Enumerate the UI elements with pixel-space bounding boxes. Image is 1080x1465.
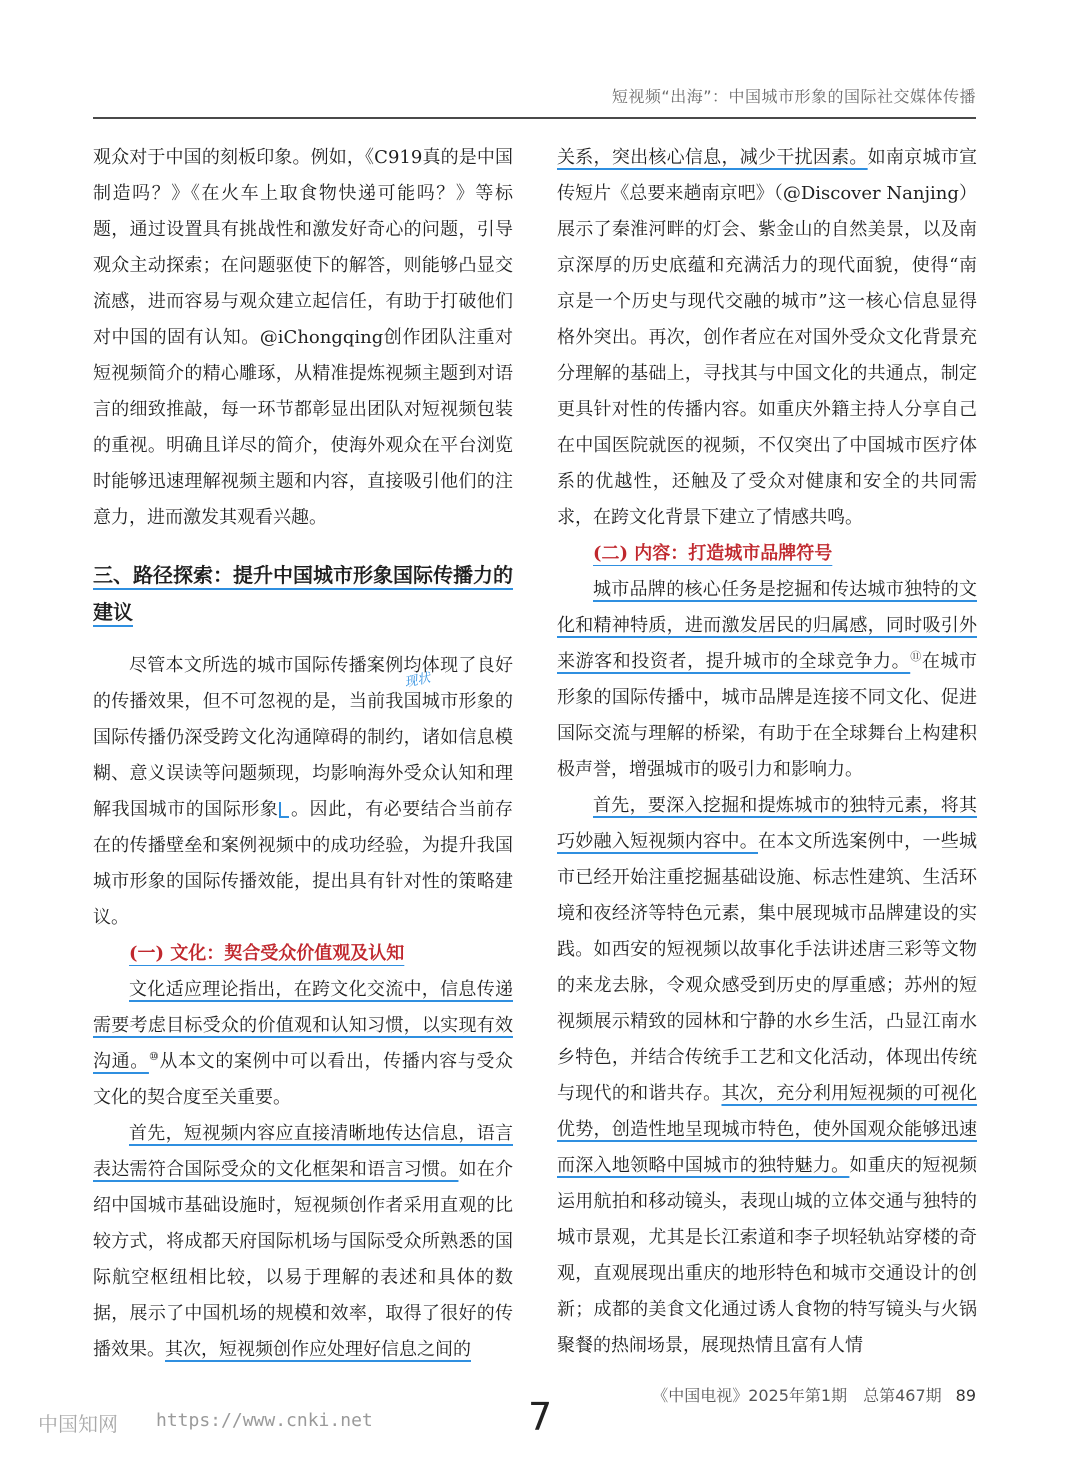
right-column	[557, 140, 977, 1364]
r3-text-b: 在本文所选案例中，一些城市已经开始注重挖掘基础设施、标志性建筑、生活环境和夜经济等特色元素，集中展现城市品牌建设的实践。如西安的短视频以故事化手法讲述唐三彩等文物的来龙去脉，令观众感受到历史的厚重感；苏州的短视频展示精致的园林和宁静的水乡生活，凸显江南水乡特色，并结合传统手工艺和文化活动，体现出传统与现代的和谐共存。	[557, 831, 977, 1104]
right-paragraph-2	[557, 572, 977, 788]
left-column	[93, 140, 513, 1368]
r2-text-b: 在城市形象的国际传播中，城市品牌是连接不同文化、促进国际交流与理解的桥梁，有助于在全球舞台上构建积极声誉，增强城市的吸引力和影响力。	[557, 651, 978, 780]
underlined-text: 关系，突出核心信息，减少干扰因素。	[557, 147, 868, 168]
footnote-ref: ⑩	[148, 1050, 160, 1063]
r1-text-b: 如南京城市宣传短片《总要来趟南京吧》（@Discover Nanjing）展示了秦淮河畔的灯会、紫金山的自然美景，以及南京深厚的历史底蕴和充满活力的现代面貌，使得“南京是一个历史与现代交融的城市”这一核心信息显得格外突出。再次，创作者应在对国外受众文化背景充分理解的基础上，寻找其与中国文化的共通点，制定更具针对性的传播内容。如重庆外籍主持人分享自己在中国医院就医的视频，不仅突出了中国城市医疗体系的优越性，还触及了受众对健康和安全的共同需求，在跨文化背景下建立了情感共鸣。	[557, 147, 978, 528]
underlined-text: 文化适应理论指出，在跨文化交流中，信息传递需要考虑目标受众的价值观和认知习惯，以实现有效沟通。	[93, 979, 513, 1072]
running-header: 短视频“出海”：中国城市形象的国际社交媒体传播	[611, 87, 976, 106]
handwritten-note: 现状	[403, 670, 432, 691]
journal-citation: 《中国电视》2025年第1期 总第467期	[652, 1386, 942, 1405]
right-paragraph-3	[557, 788, 977, 1364]
subsection-heading-culture	[93, 936, 513, 972]
p2-text-a: 尽管本文所选的城市国际传播案例均体现了良好的传播效果，但不可忽视的是，	[93, 655, 513, 712]
page-footer	[652, 1383, 976, 1406]
p2-text-c: 。因此，有必要结合当前存在的传播壁垒和案例视频中的成功经验，为提升我国城市形象的国际传播效能，提出具有针对性的策略建议。	[93, 799, 514, 928]
pen-mark-icon	[279, 802, 289, 818]
subsection-heading-culture-text: (一) 文化：契合受众价值观及认知	[129, 943, 405, 964]
left-paragraph-1: 观众对于中国的刻板印象。例如，《C919真的是中国制造吗？》《在火车上取食物快递可能吗？》等标题，通过设置具有挑战性和激发好奇心的问题，引导观众主动探索；在问题驱使下的解答，则能够凸显交流感，进而容易与观众建立起信任，有助于打破他们对中国的固有认知。@iChongqing创作团队注重对短视频简介的精心雕琢，从精准提炼视频主题到对语言的细致推敲，每一环节都彰显出团队对短视频包装的重视。明确且详尽的简介，使海外观众在平台浏览时能够迅速理解视频主题和内容，直接吸引他们的注意力，进而激发其观看兴趣。	[93, 147, 513, 528]
left-paragraph-4	[93, 1116, 513, 1368]
underlined-text: 城市品牌的核心任务是挖掘和传达城市独特的文化和精神特质，进而激发居民的归属感，同时吸引外来游客和投资者，提升城市的全球竞争力。	[557, 579, 977, 672]
underlined-text: 首先，要深入挖掘和提炼城市的独特元素，将其巧妙融入短视频内容中。	[557, 795, 977, 852]
left-paragraph-3	[93, 972, 513, 1116]
underlined-text: 其次，充分利用短视频的可视化优势，创造性地呈现城市特色，使外国观众能够迅速而深入地领略中国城市的独特魅力。	[557, 1083, 978, 1176]
underlined-text: 其次，短视频创作应处理好信息之间的	[165, 1339, 471, 1360]
footnote-ref: ⑪	[910, 650, 922, 663]
subsection-heading-content-text: (二) 内容：打造城市品牌符号	[593, 543, 833, 564]
p2-text-b: 当前我国城市形象的国际传播仍深受跨文化沟通障碍的制约，诸如信息模糊、意义误读等问题频现，均影响海外受众认知和理解我国城市的国际形象	[93, 691, 514, 820]
watermark-page-marker: 7	[528, 1395, 553, 1439]
underlined-text: 首先，短视频内容应直接清晰地传达信息，语言表达需符合国际受众的文化框架和语言习惯。	[93, 1123, 513, 1180]
p4-text-b: 如在介绍中国城市基础设施时，短视频创作者采用直观的比较方式，将成都天府国际机场与国际受众所熟悉的国际航空枢纽相比较，以易于理解的表述和具体的数据，展示了中国机场的规模和效率，取得了很好的传播效果。	[93, 1159, 513, 1360]
watermark-site-name: 中国知网	[38, 1412, 118, 1436]
section-heading	[93, 557, 513, 631]
p3-text-b: 从本文的案例中可以看出，传播内容与受众文化的契合度至关重要。	[93, 1051, 514, 1108]
left-paragraph-2	[93, 648, 513, 936]
right-paragraph-1	[557, 140, 977, 536]
subsection-heading-content	[557, 536, 977, 572]
watermark-url: https://www.cnki.net	[156, 1410, 373, 1431]
r3-text-d: 如重庆的短视频运用航拍和移动镜头，表现山城的立体交通与独特的城市景观，尤其是长江索道和李子坝轻轨站穿楼的奇观，直观展现出重庆的地形特色和城市交通设计的创新；成都的美食文化通过诱人食物的特写镜头与火锅聚餐的热闹场景，展现热情且富有人情	[557, 1155, 978, 1356]
section-heading-text: 三、路径探索：提升中国城市形象国际传播力的建议	[93, 563, 513, 624]
page-number: 89	[955, 1386, 976, 1405]
header-divider	[93, 117, 976, 119]
